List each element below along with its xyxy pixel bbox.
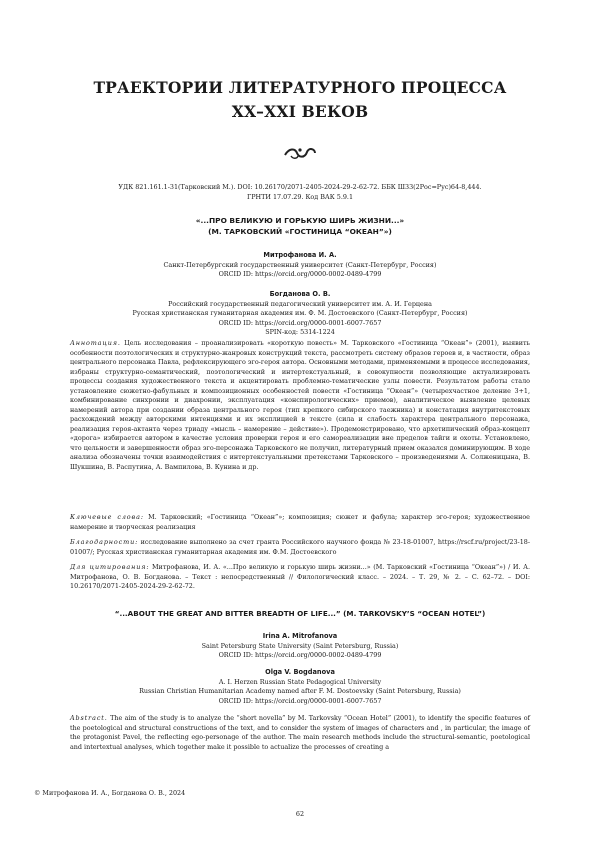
abstract-en-label: Abstract. (70, 714, 108, 722)
copyright-notice: © Митрофанова И. А., Богданова О. В., 2024 (34, 789, 186, 797)
author-en-1-affiliation: Saint Petersburg State University (Saint Petersburg, Russia) (201, 641, 399, 650)
author-ru-1-name: Митрофанова И. А. (263, 251, 337, 259)
author-ru-2-affiliation-2: Русская христианская гуманитарная академия им. Ф. М. Достоевского (Санкт-Петербург, Россия) (132, 309, 468, 318)
author-en-1-name: Irina A. Mitrofanova (262, 632, 338, 640)
author-ru-2-spin: SPIN-код: 5314-1224 (265, 328, 335, 337)
ornament-icon (283, 146, 317, 160)
page-number: 62 (295, 810, 305, 818)
author-ru-2-affiliation-1: Российский государственный педагогический университет им. А. И. Герцена (168, 299, 432, 308)
acknowledgements-ru-label: Благодарности: (70, 538, 139, 546)
author-en-1-orcid: ORCID ID: https://orcid.org/0000-0002-0489-4799 (218, 651, 382, 660)
citation-ru-text: Митрофанова, И. А. «...Про великую и горькую ширь жизни...» (М. Тарковский «Гостиница “Океан”») / И. А. Митрофанова, О. В. Богданова. – Текст : непосредственный // Филологический класс. – 2024. – Т. 29, № 2. – С. 62–72. – DOI: 10.26170/2071-2405-2024-29-2-62-72. (70, 563, 530, 590)
classification-meta (70, 183, 530, 202)
author-ru-1-affiliation: Санкт-Петербургский государственный университет (Санкт-Петербург, Россия) (163, 260, 437, 269)
author-en-1 (70, 632, 530, 661)
article-title-ru-line-1: «...ПРО ВЕЛИКУЮ И ГОРЬКУЮ ШИРЬ ЖИЗНИ...» (195, 216, 405, 225)
author-ru-1-orcid: ORCID ID: https://orcid.org/0000-0002-0489-4799 (218, 270, 382, 279)
section-title-line-2: XX–XXI ВЕКОВ (231, 102, 369, 121)
citation-ru-label: Для цитирования: (70, 563, 150, 571)
author-en-2 (70, 668, 530, 706)
author-ru-2 (70, 290, 530, 338)
article-title-en: “...ABOUT THE GREAT AND BITTER BREADTH OF LIFE...” (M. TARKOVSKY’S “OCEAN HOTEL”) (114, 609, 486, 618)
udc-doi-line: УДК 821.161.1-31(Тарковский М.). DOI: 10.26170/2071-2405-2024-29-2-62-72. ББК Ш33(2Рос=Рус)64-8,444. (118, 183, 482, 191)
abstract-ru-label: Аннотация. (70, 339, 121, 347)
author-ru-2-orcid: ORCID ID: https://orcid.org/0000-0001-6007-7657 (218, 318, 382, 327)
author-en-2-affiliation-2: Russian Christian Humanitarian Academy named after F. M. Dostoevsky (Saint Petersburg, Russia) (139, 687, 461, 696)
article-title-ru (70, 216, 530, 237)
author-ru-2-name: Богданова О. В. (269, 290, 331, 298)
acknowledgements-ru-text: исследование выполнено за счет гранта Российского научного фонда № 23-18-01007, https://rscf.ru/project/23-18-01007/; Русская христианская гуманитарная академия им. Ф.М. Достоевского (70, 538, 530, 556)
section-title (0, 76, 600, 124)
abstract-ru (70, 339, 530, 472)
section-title-line-1: ТРАЕКТОРИИ ЛИТЕРАТУРНОГО ПРОЦЕССА (93, 78, 507, 97)
grnti-line: ГРНТИ 17.07.29. Код ВАК 5.9.1 (246, 192, 354, 201)
author-ru-1 (70, 251, 530, 280)
abstract-en-text: The aim of the study is to analyze the “short novella” by M. Tarkovsky “Ocean Hotel” (2001), to identify the specific features of the poetological and structural constructions of the text, and to consider the system of images of characters and , in particular, the image of the protagonist Pavel, the reflecting ego-personage of the author. The main research methods include the structural-semantic, poetological and intertextual analyses, which together make it possible to actualize the processes of creating a (70, 714, 530, 751)
author-en-2-orcid: ORCID ID: https://orcid.org/0000-0001-6007-7657 (218, 696, 382, 705)
acknowledgements-ru (70, 538, 530, 557)
article-title-ru-line-2: (М. ТАРКОВСКИЙ «ГОСТИНИЦА “ОКЕАН”») (208, 226, 392, 236)
author-en-2-name: Olga V. Bogdanova (265, 668, 335, 676)
author-en-2-affiliation-1: A. I. Herzen Russian State Pedagogical University (218, 677, 382, 686)
keywords-ru-text: М. Тарковский; «Гостиница “Океан”»; композиция; сюжет и фабула; характер эго-героя; художественное намерение и творческая реализация (70, 513, 530, 531)
keywords-ru (70, 513, 530, 532)
abstract-en (70, 714, 530, 752)
abstract-ru-text: Цель исследования – проанализировать «короткую повесть» М. Тарковского «Гостиница “Океан”» (2001), выявить особенности поэтологических и структурно-жанровых конструкций текста, рассмотреть систему образов героев и, в частности, образ центрального персонажа Павла, рефлексирующего эго-героя автора. Основными методами, применяемыми в процессе исследования, избраны структурно-семантический, поэтологический и интертекстуальный, в совокупности позволяющие актуализировать процессы создания художественного текста и акцентировать проблемно-тематические узлы повести. Результатом работы стало установление сюжетно-фабульных и композиционных особенностей повести «Гостиница “Океан”» (четырехчастное деление 3+1, комбинирование синхронии и диахронии, эксплуатация «конспирологических» приемов), аналитическое выявление целевых намерений автора при создании образа центрального героя (тип крепкого сибирского таежника) и констатация внутритекстовых расхождений между авторскими интенциями и их эксплицией в тексте (сила и слабость характера центрального персонажа, реализация героя-актанта через триаду «мысль – намерение – действие»). Продемонстрировано, что архетипический образ-концепт «дорога» избирается автором в качестве условия проверки героя и его самореализации вне пределов тайги и охоты. Установлено, что цельности и завершенности образ эго-персонажа Тарковского не получил, литературный прием оказался доминирующим. В ходе анализа обозначены точки взаимодействия с интертекстуальными претекстами Тарковского – произведениями А. Солженицына, В. Шукшина, В. Распутина, А. Вампилова, В. Кунина и др. (70, 339, 530, 471)
citation-ru (70, 563, 530, 592)
keywords-ru-label: Ключевые слова: (70, 513, 144, 521)
